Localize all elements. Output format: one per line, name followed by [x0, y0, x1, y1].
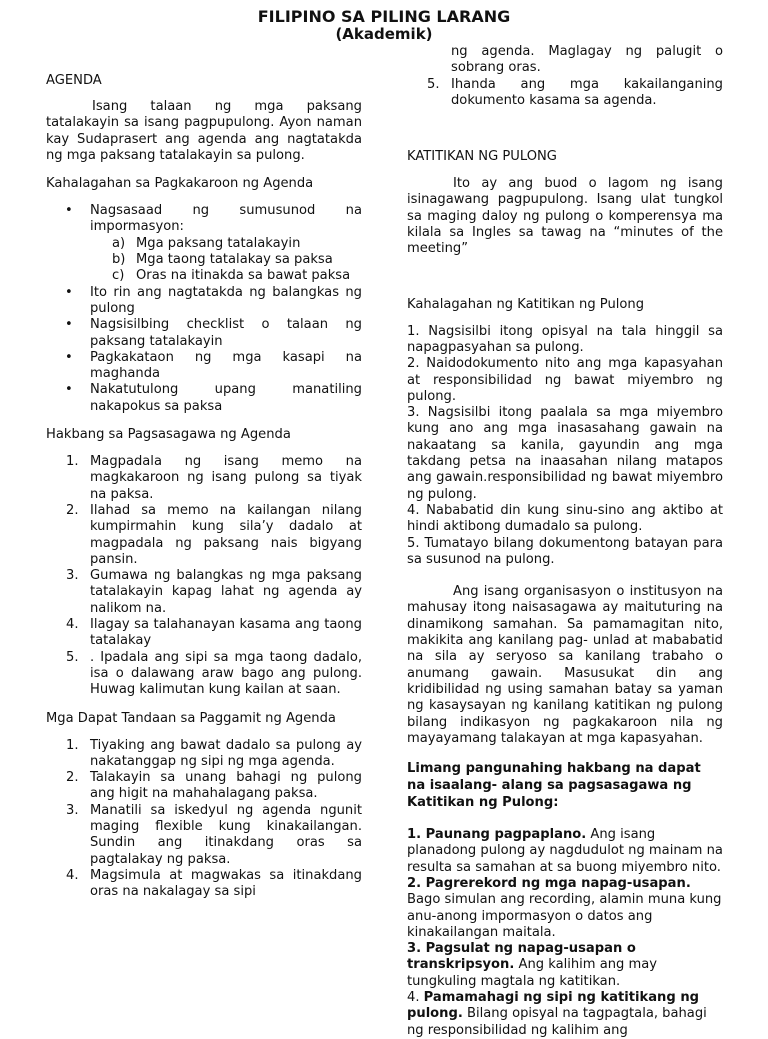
- bullet-icon: •: [65, 284, 73, 300]
- list-item: 1. Tiyaking ang bawat dadalo sa pulong ay nakatanggap ng sipi ng mga agenda.: [66, 737, 362, 769]
- document-subtitle: (Akademik): [335, 25, 433, 43]
- sub-list: [112, 236, 362, 285]
- list-item: 4. Pamamahagi ng sipi ng katitikang ng pulong. Bilang opisyal na tagpagtala, bahagi ng responsibilidad ng kalihim ang: [407, 990, 707, 1038]
- list-item: • Pagkakataon ng mga kasapi na maghanda: [65, 349, 362, 382]
- bullet-icon: •: [65, 349, 73, 365]
- minutes-steps-heading: Limang pangunahing hakbang na dapat na isaalang- alang sa pagsasagawa ng Katitikan ng Pulong:: [407, 761, 701, 811]
- agenda-steps-heading: Hakbang sa Pagsasagawa ng Agenda: [46, 427, 291, 443]
- left-column: [46, 72, 362, 900]
- agenda-heading: AGENDA: [46, 73, 102, 88]
- minutes-definition: Ito ay ang buod o lagom ng isang isinagawang pagpupulong. Isang ulat tungkol sa maging daloy ng pulong o komperensya ma kilala sa Ingles sa tawag na “minutes of the meeting”: [407, 176, 723, 257]
- minutes-importance-list: 1. Nagsisilbi itong opisyal na tala hinggil sa napagpasyahan sa pulong. 2. Naidodokumento nito ang mga kapasyahan at responsibilidad ng bawat miyembro ng pulong. 3. Nagsisilbi itong paalala sa mga miyembro kung ano ang mga inasasahang gawain na nakaatang sa kanila, gayundin ang mga takdang petsa na inaasahan nilang matapos ang gawain.responsibilidad ng bawat miyembro ng pulong. 4. Nababatid din kung sinu-sino ang aktibo at hindi aktibong dumadalo sa pulong. 5. Tumatayo bilang dokumentong batayan para sa susunod na pulong.: [407, 323, 723, 567]
- agenda-definition: Isang talaan ng mga paksang tatalakayin sa isang pagpupulong. Ayon naman kay Sudaprasert ang agenda ang nagtatakda ng mga paksang tatalakayin sa pulong.: [46, 99, 362, 163]
- minutes-importance-heading: Kahalagahan ng Katitikan ng Pulong: [407, 296, 645, 312]
- list-item: 2. Pagrerekord ng mga napag-usapan. Bago simulan ang recording, alamin muna kung anu-anong impormasyon o datos ang kinakailangan maitala.: [407, 875, 722, 940]
- list-item: 5. . Ipadala ang sipi sa mga taong dadalo, isa o dalawang araw bago ang pulong. Huwag kalimutan kung kailan at saan.: [66, 649, 362, 698]
- list-item: 5. Ihanda ang mga kakailanganing dokumento kasama sa agenda.: [427, 76, 723, 108]
- minutes-steps-list: [407, 827, 723, 1039]
- list-item: 2. Talakayin sa unang bahagi ng pulong ang higit na mahahalagang paksa.: [66, 770, 362, 802]
- right-column: [407, 44, 723, 1039]
- agenda-reminders-list: [46, 738, 362, 901]
- list-item: 2. Ilahad sa memo na kailangan nilang kumpirmahin kung sila’y dadalo at magpadala ng paksang nais bigyang pansin.: [66, 502, 362, 567]
- list-item: 1. Magpadala ng isang memo na magkakaroon ng isang pulong sa tiyak na paksa.: [66, 454, 362, 502]
- list-item: 3. Gumawa ng balangkas ng mga paksang tatalakayin kapag lahat ng agenda ay nalikom na.: [66, 568, 362, 616]
- agenda-reminders-heading: Mga Dapat Tandaan sa Paggamit ng Agenda: [46, 710, 336, 726]
- organization-paragraph: Ang isang organisasyon o institusyon na mahusay itong naisasagawa ay maituturing na dinamikong samahan. Sa pamamagitan nito, makikita ang kanilang pag- unlad at mababatid na sila ay seryoso sa kanilang trabaho o anumang gawain. Masusukat din ang kridibilidad ng using samahan batay sa yaman ng kasaysayan ng kanilang katitikan ng pulong bilang indikasyon ng pagkakaroon nila ng mayayamang talakayan at mga kapasyahan.: [407, 584, 723, 746]
- list-item: a) Mga paksang tatalakayin: [112, 235, 301, 251]
- agenda-importance-list: [46, 203, 362, 415]
- list-item: • Nagsisilbing checklist o talaan ng paksang tatalakayin: [65, 317, 362, 349]
- document-title: FILIPINO SA PILING LARANG: [257, 7, 511, 26]
- minutes-heading: KATITIKAN NG PULONG: [407, 149, 557, 165]
- list-item: 3. Manatili sa iskedyul ng agenda ngunit maging flexible kung kinakailangan. Sundin ang itinakdang oras sa pagtalakay ng paksa.: [66, 802, 362, 867]
- list-item: b) Mga taong tatalakay sa paksa: [112, 252, 333, 268]
- agenda-importance-heading: Kahalagahan sa Pagkakaroon ng Agenda: [46, 176, 314, 192]
- list-item: • Ito rin ang nagtatakda ng balangkas ng pulong: [65, 284, 362, 316]
- list-item: 4. Magsimula at magwakas sa itinakdang oras na nakalagay sa sipi: [66, 867, 362, 900]
- list-item: 4. Ilagay sa talahanayan kasama ang taong tatalakay: [66, 617, 362, 649]
- list-item: • Nagsasaad ng sumusunod na impormasyon: a) Mga paksang tatalakayin b) Mga taong tatalakay sa paksa c) Oras na itinakda sa bawat paksa: [65, 203, 362, 284]
- reminders-continuation: ng agenda. Maglagay ng palugit o sobrang oras.: [451, 44, 723, 76]
- bullet-icon: •: [65, 382, 73, 398]
- bullet-icon: •: [65, 317, 73, 333]
- list-item: • Nakatutulong upang manatiling nakapokus sa paksa: [65, 382, 362, 414]
- bullet-icon: •: [65, 203, 73, 219]
- agenda-steps-list: [46, 454, 362, 698]
- list-item: 1. Paunang pagpaplano. Ang isang planadong pulong ay nagdudulot ng mainam na resulta sa samahan at sa buong miyembro nito.: [407, 827, 723, 875]
- list-item: 3. Pagsulat ng napag-usapan o transkripsyon. Ang kalihim ang may tungkuling magtala ng katitikan.: [407, 941, 658, 989]
- list-item: c) Oras na itinakda sa bawat paksa: [112, 268, 351, 284]
- agenda-reminders-list-cont: [407, 77, 723, 110]
